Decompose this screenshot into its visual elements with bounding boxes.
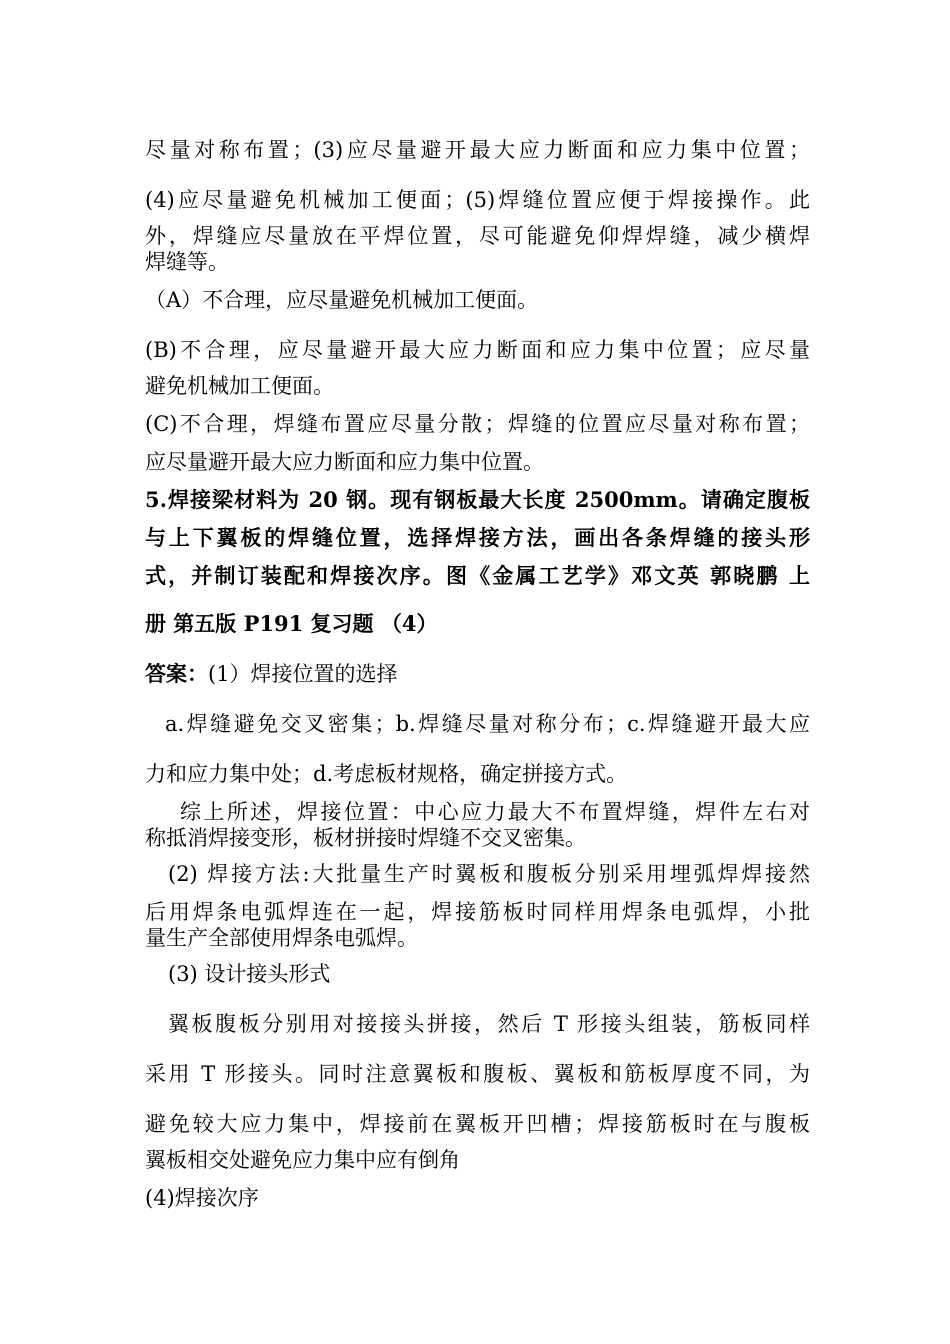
text-line: 焊缝等。	[145, 250, 229, 274]
text-line: （A）不合理，应尽量避免机械加工便面。	[145, 288, 539, 312]
text-line: 外，焊缝应尽量放在平焊位置，尽可能避免仰焊焊缝，减少横焊	[145, 224, 810, 248]
text-line: 综上所述，焊接位置：中心应力最大不布置焊缝，焊件左右对	[180, 800, 810, 824]
answer-line	[145, 660, 810, 688]
text-line: 尽量对称布置；(3)应尽量避开最大应力断面和应力集中位置；	[145, 138, 810, 162]
text-line: (C)不合理，焊缝布置应尽量分散；焊缝的位置应尽量对称布置；	[145, 412, 810, 436]
text-line: (3) 设计接头形式	[168, 962, 331, 986]
text-line: (4)应尽量避免机械加工便面；(5)焊缝位置应便于焊接操作。此	[145, 188, 810, 212]
text-line: (4)焊接次序	[145, 1186, 259, 1210]
text-line: 翼板腹板分别用对接接头拼接，然后 T 形接头组装，筋板同样	[168, 1012, 810, 1036]
text-line: 采用 T 形接头。同时注意翼板和腹板、翼板和筋板厚度不同，为	[145, 1062, 810, 1086]
text-line: a.焊缝避免交叉密集；b.焊缝尽量对称分布；c.焊缝避开最大应	[165, 712, 810, 736]
text-line: 应尽量避开最大应力断面和应力集中位置。	[145, 450, 544, 474]
question-line: 与上下翼板的焊缝位置，选择焊接方法，画出各条焊缝的接头形	[145, 525, 810, 550]
text-line: (2) 焊接方法:大批量生产时翼板和腹板分别采用埋弧焊焊接然	[168, 862, 810, 886]
text-line: (B)不合理，应尽量避开最大应力断面和应力集中位置；应尽量	[145, 338, 810, 362]
text-line: 避免较大应力集中，焊接前在翼板开凹槽；焊接筋板时在与腹板	[145, 1112, 810, 1136]
question-line: 式，并制订装配和焊接次序。图《金属工艺学》邓文英 郭晓鹏 上	[145, 563, 810, 588]
text-line: 避免机械加工便面。	[145, 374, 334, 398]
text-line: 翼板相交处避免应力集中应有倒角	[145, 1148, 460, 1172]
question-line: 册 第五版 P191 复习题 （4）	[145, 611, 438, 636]
answer-label: 答案：	[145, 661, 208, 686]
text-line: 称抵消焊接变形，板材拼接时焊缝不交叉密集。	[145, 826, 586, 850]
answer-section-1: (1）焊接位置的选择	[208, 662, 398, 686]
question-line: 5.焊接梁材料为 20 钢。现有钢板最大长度 2500mm。请确定腹板	[145, 487, 810, 512]
text-line: 量生产全部使用焊条电弧焊。	[145, 926, 418, 950]
text-line: 力和应力集中处；d.考虑板材规格，确定拼接方式。	[145, 762, 628, 786]
text-line: 后用焊条电弧焊连在一起，焊接筋板时同样用焊条电弧焊，小批	[145, 900, 810, 924]
